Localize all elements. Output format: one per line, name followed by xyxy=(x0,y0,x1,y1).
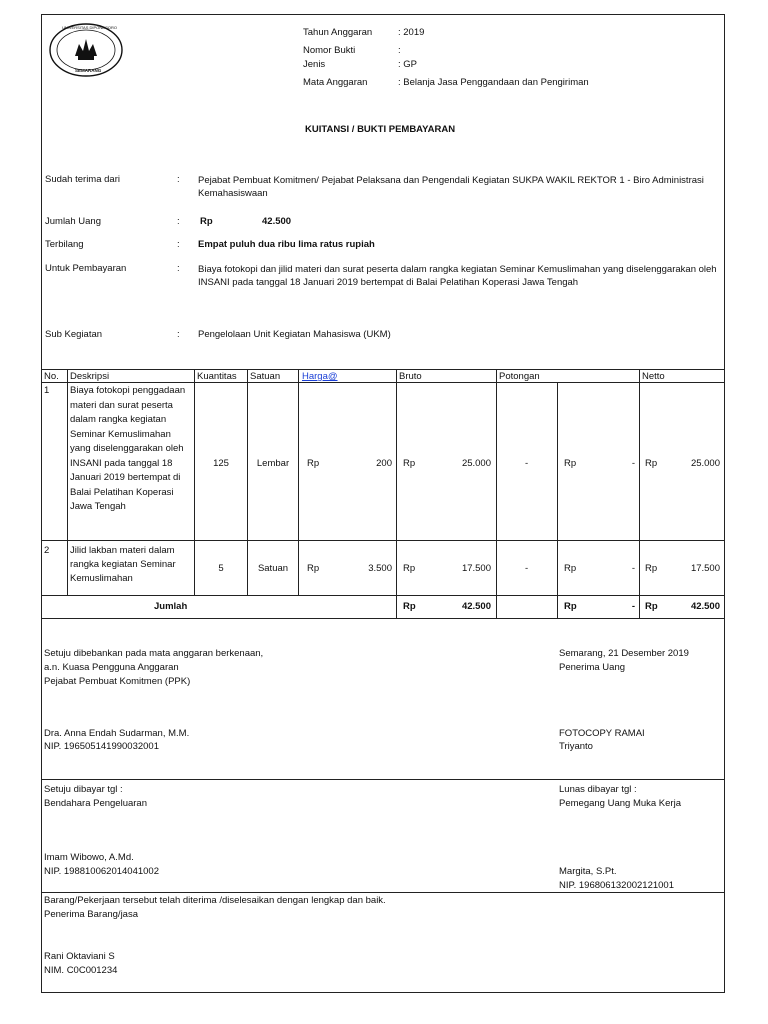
table-row-1-netto: 25.000 xyxy=(690,458,720,469)
th-kuantitas: Kuantitas xyxy=(197,371,237,382)
table-row-2-netto-rp: Rp xyxy=(645,563,658,574)
table-row-1-potongan-rp: Rp xyxy=(564,458,577,469)
jenis-value: : GP xyxy=(398,59,418,70)
col-divider xyxy=(298,369,299,595)
untuk-pembayaran-label: Untuk Pembayaran xyxy=(45,263,127,274)
table-row-1-bruto-rp: Rp xyxy=(403,458,416,469)
pemegang-name: Margita, S.Pt. xyxy=(559,866,617,877)
table-row-2-bruto: 17.500 xyxy=(461,563,491,574)
table-row-2-potongan: - xyxy=(631,563,635,574)
mata-anggaran-value: : Belanja Jasa Penggandaan dan Pengiriman xyxy=(398,77,589,88)
total-netto-rp: Rp xyxy=(645,601,658,612)
table-row-1-deskripsi: Biaya fotokopi penggadaan materi dan surat peserta dalam rangka kegiatan Seminar Kemuslimahan yang diselenggarakan oleh INSANI pada tanggal 18 Januari 2019 bertempat di Balai Pelatihan Koperasi Jawa Tengah xyxy=(70,385,186,512)
nomor-value: : xyxy=(398,45,401,56)
sub-kegiatan-label: Sub Kegiatan xyxy=(45,329,103,340)
section-divider xyxy=(41,779,725,780)
mata-anggaran-label: Mata Anggaran xyxy=(303,77,368,88)
bendahara-label: Bendahara Pengeluaran xyxy=(44,798,148,809)
table-row-1-satuan: Lembar xyxy=(256,458,290,469)
col-divider xyxy=(639,369,640,618)
total-netto: 42.500 xyxy=(690,601,720,612)
untuk-pembayaran-value: Biaya fotokopi dan jilid materi dan surat peserta dalam rangka kegiatan Seminar Kemuslimahan yang diselenggarakan oleh INSANI pada tanggal 18 Januari 2019 bertempat di Balai Pelatihan Koperasi Jawa Tengah xyxy=(198,264,717,288)
sub-kegiatan-value: Pengelolaan Unit Kegiatan Mahasiswa (UKM) xyxy=(198,329,391,340)
jumlah-uang-value: 42.500 xyxy=(262,216,292,227)
th-netto: Netto xyxy=(642,371,665,382)
table-row-2-harga: 3.500 xyxy=(368,563,392,574)
col-divider xyxy=(247,369,248,595)
lunas-dibayar-label: Lunas dibayar tgl : xyxy=(559,784,637,795)
total-bruto: 42.500 xyxy=(461,601,491,612)
total-label: Jumlah xyxy=(154,601,188,612)
col-divider xyxy=(194,369,195,595)
table-row-2-kuantitas: 5 xyxy=(218,563,224,574)
table-row-1-potongan-dash: - xyxy=(525,458,529,469)
seal-text-bottom: SEMARANG xyxy=(75,68,102,73)
tahun-value: : 2019 xyxy=(398,27,425,38)
colon: : xyxy=(177,174,180,185)
col-divider xyxy=(557,382,558,618)
setuju-dibayar-label: Setuju dibayar tgl : xyxy=(44,784,123,795)
nomor-label: Nomor Bukti xyxy=(303,45,356,56)
table-row-2-potongan-dash: - xyxy=(525,563,529,574)
total-potongan-rp: Rp xyxy=(564,601,577,612)
col-divider xyxy=(396,369,397,618)
th-satuan: Satuan xyxy=(250,371,281,382)
setuju-line-1: Setuju dibebankan pada mata anggaran berkenaan, xyxy=(44,648,264,659)
university-seal xyxy=(48,20,124,80)
col-divider xyxy=(67,369,68,595)
table-row-1-kuantitas: 125 xyxy=(213,458,229,469)
th-harga-link[interactable]: Harga@ xyxy=(302,371,338,382)
ppk-nip: NIP. 196505141990032001 xyxy=(44,741,159,752)
sudah-terima-value: Pejabat Pembuat Komitmen/ Pejabat Pelaksana dan Pengendali Kegiatan SUKPA WAKIL REKTOR 1 - Biro Administrasi Kemahasiswaan xyxy=(198,175,704,199)
table-row-1-harga: 200 xyxy=(376,458,392,469)
row-divider xyxy=(41,540,725,541)
section-divider xyxy=(41,892,725,893)
table-row-2-bruto-rp: Rp xyxy=(403,563,416,574)
total-bruto-rp: Rp xyxy=(403,601,416,612)
penerima-person: Triyanto xyxy=(559,741,593,752)
th-no: No. xyxy=(44,371,59,382)
jumlah-uang-label: Jumlah Uang xyxy=(45,216,101,227)
table-top-border xyxy=(41,369,725,370)
table-row-2-satuan: Satuan xyxy=(257,563,289,574)
seal-text-top: UNIVERSITAS DIPONEGORO xyxy=(62,25,118,30)
terbilang-label: Terbilang xyxy=(45,239,84,250)
table-header-border xyxy=(41,382,725,383)
place-date: Semarang, 21 Desember 2019 xyxy=(559,648,689,659)
barang-line-1: Barang/Pekerjaan tersebut telah diterima /diselesaikan dengan lengkap dan baik. xyxy=(44,895,386,906)
bendahara-nip: NIP. 198810062014041002 xyxy=(44,866,159,877)
total-potongan: - xyxy=(631,601,635,612)
bendahara-name: Imam Wibowo, A.Md. xyxy=(44,852,134,863)
th-deskripsi: Deskripsi xyxy=(70,371,110,382)
col-divider xyxy=(496,369,497,618)
th-potongan: Potongan xyxy=(499,371,540,382)
table-row-2-netto: 17.500 xyxy=(690,563,720,574)
total-top-border xyxy=(41,595,725,596)
table-row-2-no: 2 xyxy=(44,545,50,556)
jenis-label: Jenis xyxy=(303,59,326,70)
barang-nim: NIM. C0C001234 xyxy=(44,965,118,976)
colon: : xyxy=(177,216,180,227)
table-row-1-no: 1 xyxy=(44,385,50,396)
th-bruto: Bruto xyxy=(399,371,422,382)
tahun-label: Tahun Anggaran xyxy=(303,27,373,38)
colon: : xyxy=(177,329,180,340)
table-row-1-netto-rp: Rp xyxy=(645,458,658,469)
table-row-2-deskripsi: Jilid lakban materi dalam rangka kegiatan Seminar Kemuslimahan xyxy=(70,545,176,584)
penerima-uang-label: Penerima Uang xyxy=(559,662,626,673)
barang-line-2: Penerima Barang/jasa xyxy=(44,909,138,920)
colon: : xyxy=(177,263,180,274)
colon: : xyxy=(177,239,180,250)
table-row-2-harga-rp: Rp xyxy=(307,563,320,574)
setuju-line-3: Pejabat Pembuat Komitmen (PPK) xyxy=(44,676,191,687)
table-row-1-bruto: 25.000 xyxy=(461,458,491,469)
terbilang-value: Empat puluh dua ribu lima ratus rupiah xyxy=(198,239,375,250)
penerima-name: FOTOCOPY RAMAI xyxy=(559,728,645,739)
ppk-name: Dra. Anna Endah Sudarman, M.M. xyxy=(44,728,190,739)
total-bottom-border xyxy=(41,618,725,619)
jumlah-uang-currency: Rp xyxy=(200,216,213,227)
pemegang-label: Pemegang Uang Muka Kerja xyxy=(559,798,681,809)
table-row-1-potongan: - xyxy=(631,458,635,469)
table-row-2-potongan-rp: Rp xyxy=(564,563,577,574)
setuju-line-2: a.n. Kuasa Pengguna Anggaran xyxy=(44,662,179,673)
pemegang-nip: NIP. 196806132002121001 xyxy=(559,880,674,891)
document-title: KUITANSI / BUKTI PEMBAYARAN xyxy=(305,124,456,135)
table-row-1-harga-rp: Rp xyxy=(307,458,320,469)
sudah-terima-label: Sudah terima dari xyxy=(45,174,120,185)
barang-name: Rani Oktaviani S xyxy=(44,951,115,962)
